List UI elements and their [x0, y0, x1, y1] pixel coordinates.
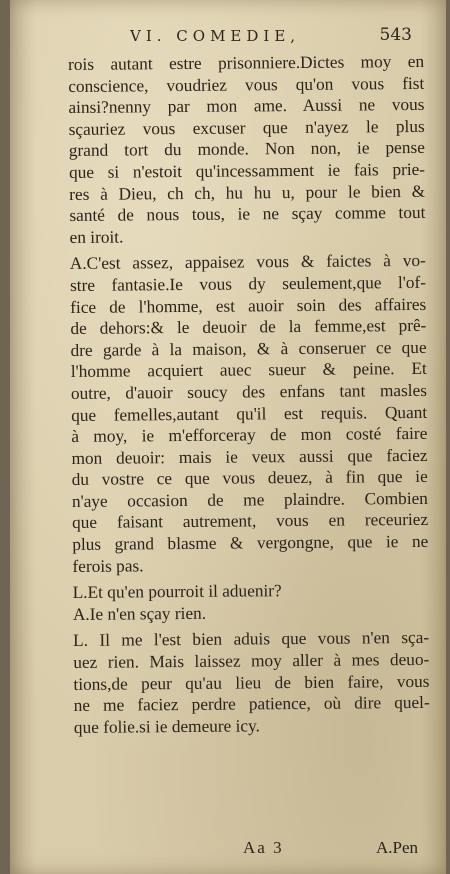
- catchword: A.Pen: [375, 838, 418, 857]
- text-line: que folie.si ie demeure icy.: [73, 716, 260, 737]
- text-line: grand tort du monde. Non non, ie pense: [68, 138, 425, 161]
- text-line: l'homme acquiert auec sueur & peine. Et: [70, 359, 427, 382]
- text-line: que faisant autrement, vous en receuriez: [72, 510, 429, 533]
- text-line: à moy, ie m'efforceray de mon costé faire: [71, 423, 428, 447]
- text-line: n'aye occasion de me plaindre. Combien: [71, 488, 428, 511]
- page-footer: [68, 838, 424, 862]
- text-line: L. Il me l'est bien aduis que vous n'en sça-: [73, 628, 430, 651]
- running-title: VI. COMEDIE,: [130, 27, 301, 45]
- paragraph: [73, 601, 429, 626]
- text-line: stre fantasie.Ie vous dy seulement,que l'of-: [69, 272, 427, 295]
- text-line: conscience, voudriez vous qu'on vous fist: [68, 73, 425, 96]
- text-line: plus grand blasme & vergongne, que ie ne: [72, 531, 429, 555]
- text-line: res à Dieu, ch ch, hu hu u, pour le bien &: [69, 181, 426, 204]
- body-text: [68, 51, 430, 738]
- page-header: [110, 27, 420, 49]
- book-page: [10, 0, 446, 874]
- paragraph: [73, 627, 430, 738]
- text-line: du vostre ce que vous deuez, à fin que ie: [71, 467, 428, 490]
- signature-mark: Aa 3: [243, 838, 284, 857]
- paragraph: [73, 579, 429, 604]
- text-line: ferois pas.: [72, 556, 144, 576]
- text-line: dre garde à la maison, & à conseruer ce que: [70, 337, 427, 360]
- text-line: ne me faciez perdre patience, où dire quel-: [73, 693, 430, 716]
- text-line: santé de nous tous, ie ne sçay comme tout: [69, 203, 426, 226]
- text-line: ainsi?nenny par mon ame. Aussi ne vous: [68, 95, 425, 118]
- text-line: fice de l'homme, est auoir soin des affaires: [70, 294, 427, 317]
- text-line: que si n'estoit qu'incessamment ie fais prie-: [68, 159, 426, 182]
- text-line: que femelles,autant qu'il est requis. Quant: [71, 402, 428, 425]
- paragraph: [68, 51, 426, 248]
- text-line: uez rien. Mais laissez moy aller à mes deuo-: [73, 649, 430, 673]
- page-number: 543: [379, 25, 412, 45]
- text-line: A.C'est assez, appaisez vous & faictes à vo-: [69, 251, 426, 274]
- text-line: tions,de peur qu'au lieu de bien faire, vous: [73, 671, 430, 694]
- text-line: L.Et qu'en pourroit il aduenir?: [72, 581, 282, 603]
- text-line: rois autant estre prisonniere.Dictes moy en: [68, 51, 425, 74]
- text-line: A.Ie n'en sçay rien.: [72, 603, 207, 624]
- text-line: mon deuoir: mais ie veux aussi que faciez: [71, 445, 428, 468]
- text-line: en iroit.: [69, 227, 124, 247]
- text-line: outre, d'auoir soucy des enfans tant masles: [70, 380, 428, 403]
- paragraph: [70, 250, 429, 577]
- text-line: sçauriez vous excuser que n'ayez le plus: [68, 116, 425, 139]
- text-line: de dehors:& le deuoir de la femme,est prê-: [70, 316, 427, 339]
